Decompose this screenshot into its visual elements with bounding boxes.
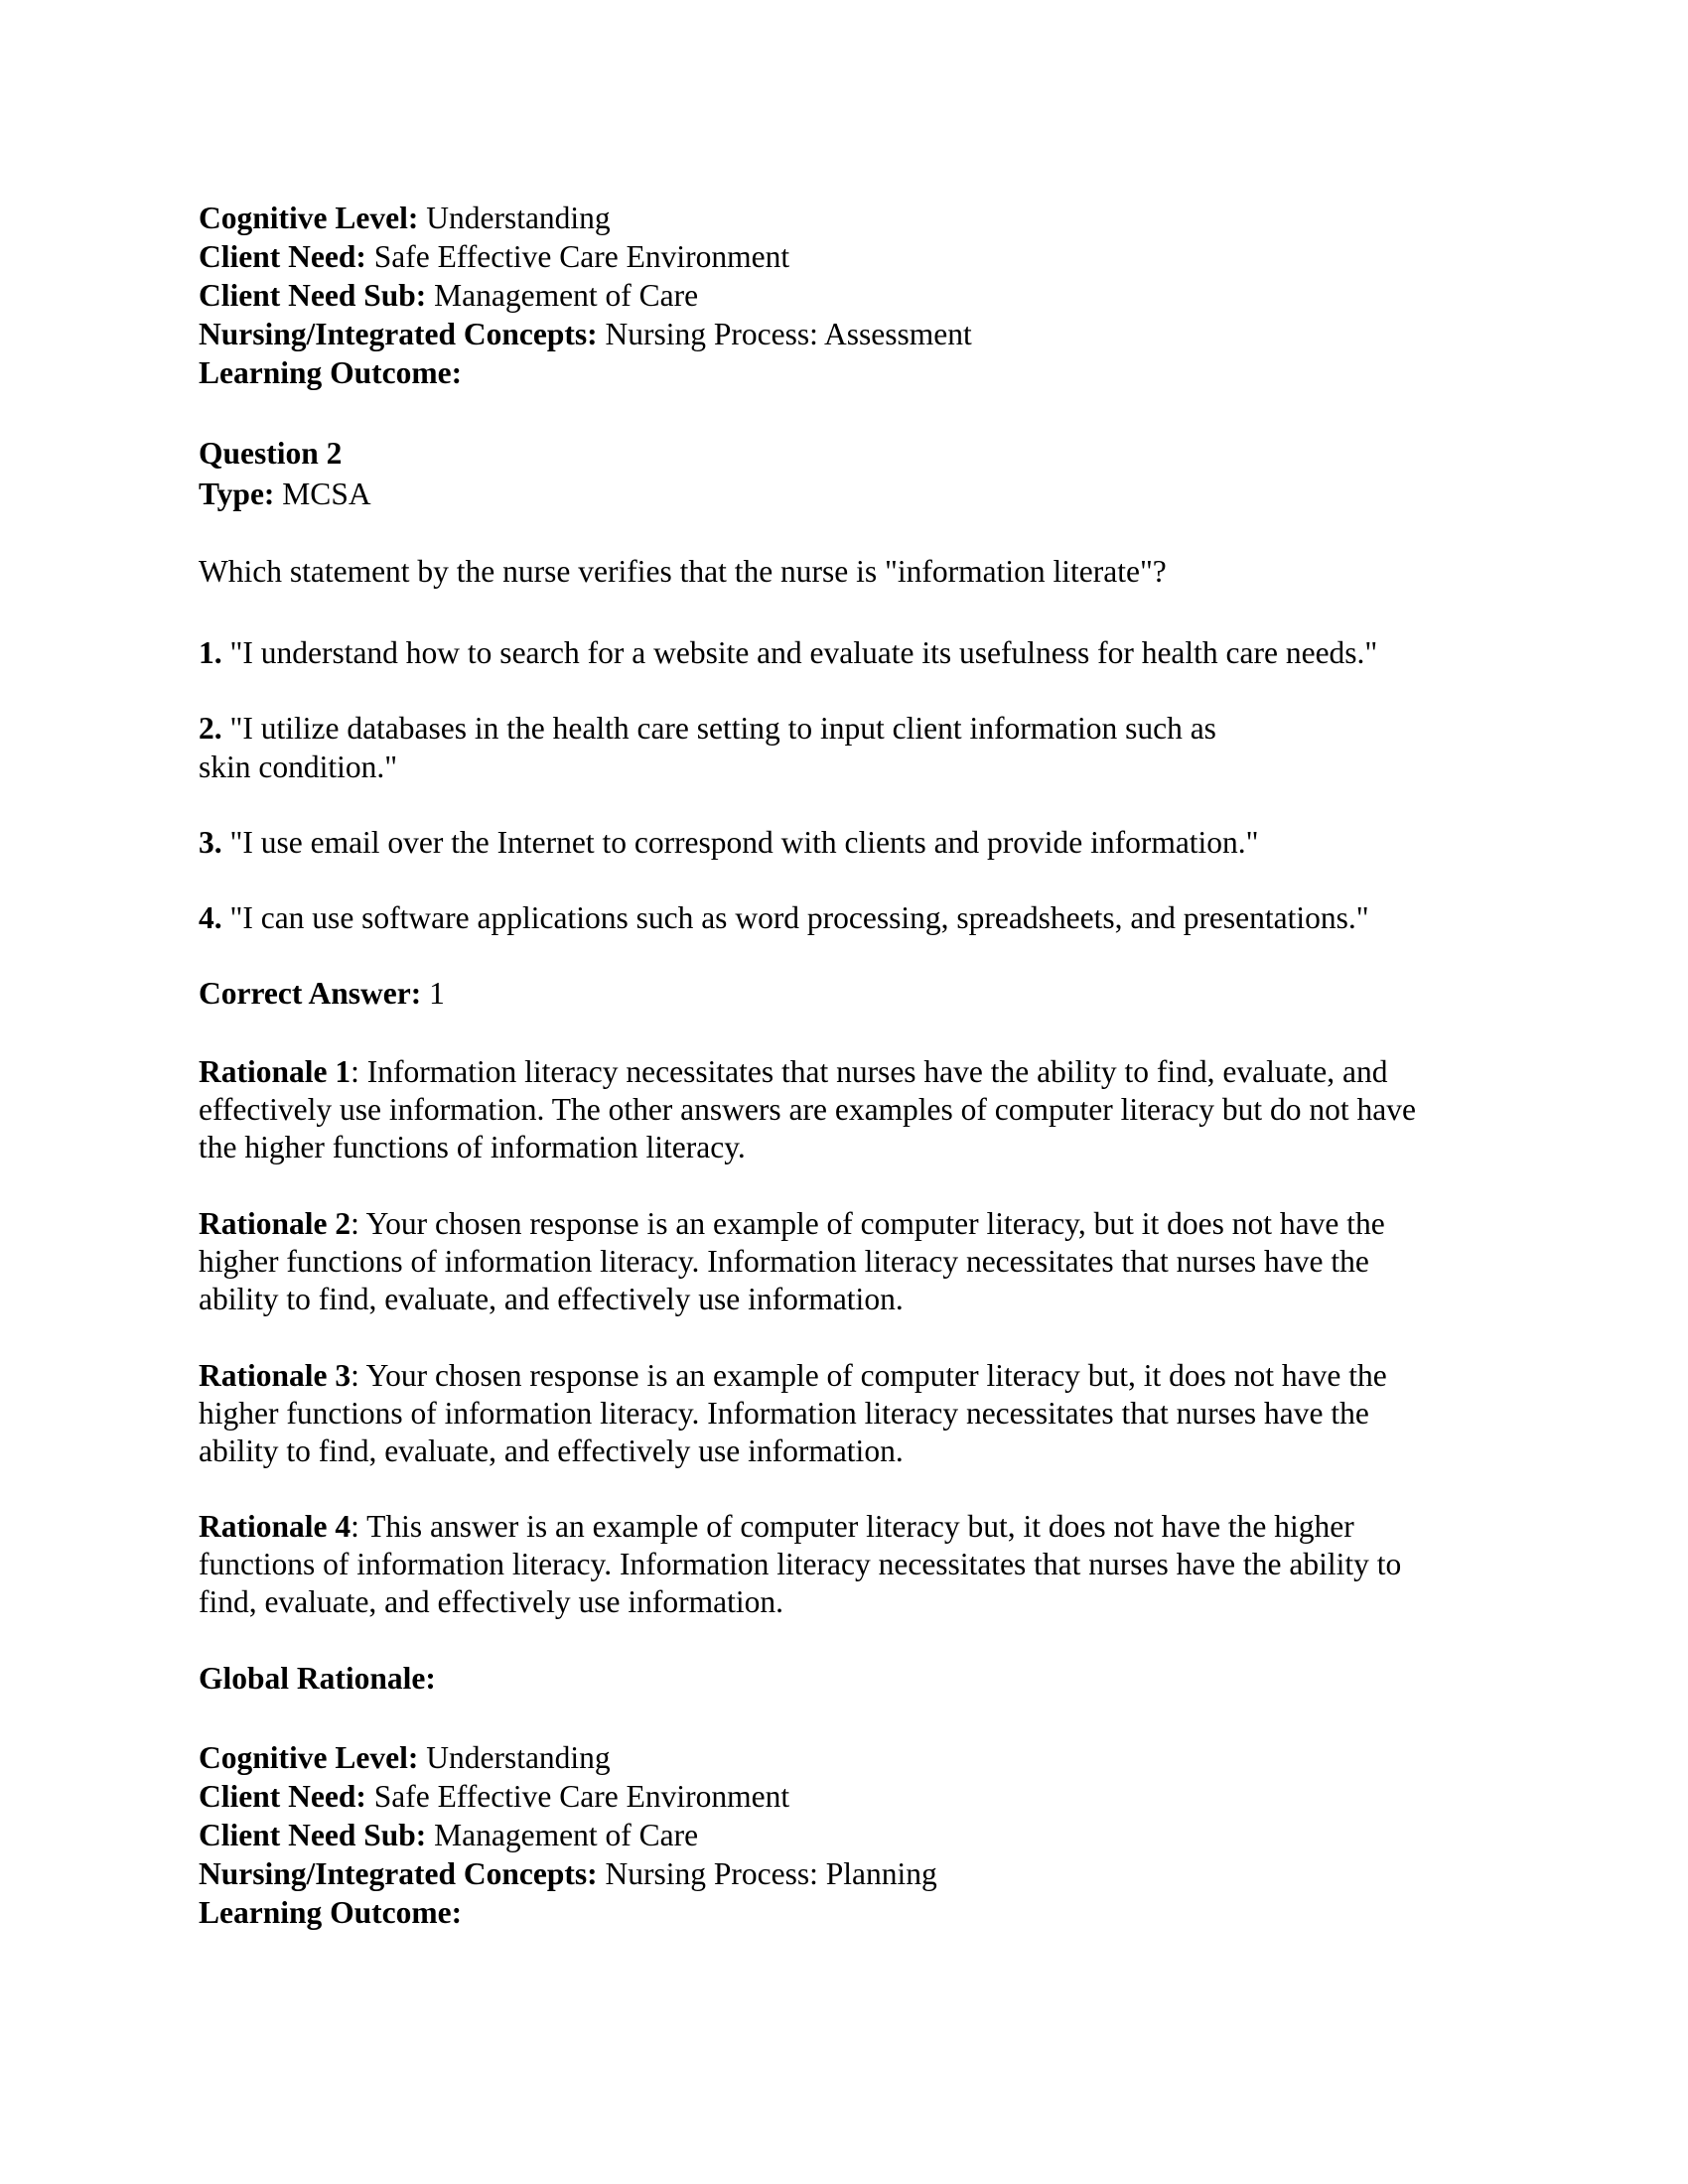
cognitive-level-row <box>199 199 611 237</box>
answer-option-4 <box>199 898 1369 937</box>
question-type-row <box>199 475 371 513</box>
answer-option-1 <box>199 633 1377 672</box>
nursing-concepts-value: Nursing Process: Planning <box>605 1856 937 1891</box>
option-number: 2. <box>199 711 222 746</box>
rationale-text: : Information literacy necessitates that nurses have the ability to find, evaluate, and <box>351 1054 1388 1089</box>
rationale-text: ability to find, evaluate, and effectively use information. <box>199 1282 904 1316</box>
client-need-sub-row <box>199 1816 698 1854</box>
nursing-concepts-label: Nursing/Integrated Concepts: <box>199 317 598 351</box>
rationale-label: Rationale 2 <box>199 1206 352 1241</box>
learning-outcome-row <box>199 1893 462 1932</box>
correct-answer-value: 1 <box>429 976 445 1011</box>
option-number: 1. <box>199 635 222 670</box>
learning-outcome-label: Learning Outcome: <box>199 1895 463 1930</box>
rationale-text: functions of information literacy. Information literacy necessitates that nurses have the ability to <box>199 1547 1402 1581</box>
learning-outcome-label: Learning Outcome: <box>199 355 463 390</box>
nursing-concepts-row <box>199 1854 937 1893</box>
correct-answer-label: Correct Answer: <box>199 976 422 1011</box>
client-need-value: Safe Effective Care Environment <box>373 1779 790 1814</box>
rationale-label: Rationale 3 <box>199 1358 352 1393</box>
client-need-value: Safe Effective Care Environment <box>373 239 790 274</box>
question-type-label: Type: <box>199 477 275 511</box>
client-need-row <box>199 237 789 276</box>
question-stem: Which statement by the nurse verifies that the nurse is "information literate"? <box>199 554 1167 589</box>
option-number: 4. <box>199 900 222 935</box>
rationale-label: Rationale 1 <box>199 1054 352 1089</box>
question-title <box>199 434 342 473</box>
rationale-text: the higher functions of information literacy. <box>199 1130 746 1164</box>
global-rationale-label: Global Rationale: <box>199 1661 436 1696</box>
option-text: "I can use software applications such as word processing, spreadsheets, and presentations." <box>229 900 1369 935</box>
client-need-row <box>199 1777 789 1816</box>
rationale-text: ability to find, evaluate, and effectively use information. <box>199 1433 904 1468</box>
client-need-sub-row <box>199 276 698 315</box>
nursing-concepts-row <box>199 315 972 353</box>
question-title-text: Question 2 <box>199 436 343 471</box>
client-need-sub-value: Management of Care <box>434 1818 699 1852</box>
client-need-sub-value: Management of Care <box>434 278 699 313</box>
nursing-concepts-label: Nursing/Integrated Concepts: <box>199 1856 598 1891</box>
answer-option-2 <box>199 709 1216 748</box>
rationale-text: effectively use information. The other answers are examples of computer literacy but do not have <box>199 1092 1417 1127</box>
answer-option-2-continued: skin condition." <box>199 750 398 784</box>
option-number: 3. <box>199 825 222 860</box>
option-text: "I use email over the Internet to correspond with clients and provide information." <box>229 825 1259 860</box>
client-need-label: Client Need: <box>199 1779 366 1814</box>
rationale-text: higher functions of information literacy. Information literacy necessitates that nurses have the <box>199 1244 1369 1279</box>
question-type-value: MCSA <box>282 477 371 511</box>
learning-outcome-row <box>199 353 462 392</box>
rationale-text: find, evaluate, and effectively use information. <box>199 1584 783 1619</box>
client-need-label: Client Need: <box>199 239 366 274</box>
rationale-text: higher functions of information literacy. Information literacy necessitates that nurses have the <box>199 1396 1369 1431</box>
rationale-text: : Your chosen response is an example of computer literacy but, it does not have the <box>351 1358 1387 1393</box>
cognitive-level-label: Cognitive Level: <box>199 201 419 235</box>
rationale-text: : Your chosen response is an example of computer literacy, but it does not have the <box>351 1206 1385 1241</box>
cognitive-level-label: Cognitive Level: <box>199 1740 419 1775</box>
cognitive-level-value: Understanding <box>426 201 611 235</box>
cognitive-level-value: Understanding <box>426 1740 611 1775</box>
option-text: "I utilize databases in the health care setting to input client information such as <box>229 711 1216 746</box>
client-need-sub-label: Client Need Sub: <box>199 1818 427 1852</box>
correct-answer-row <box>199 974 445 1013</box>
cognitive-level-row <box>199 1738 611 1777</box>
answer-option-3 <box>199 823 1259 862</box>
option-text: "I understand how to search for a website and evaluate its usefulness for health care needs." <box>229 635 1378 670</box>
global-rationale-heading <box>199 1659 436 1698</box>
rationale-text: : This answer is an example of computer literacy but, it does not have the higher <box>351 1509 1354 1544</box>
nursing-concepts-value: Nursing Process: Assessment <box>605 317 972 351</box>
client-need-sub-label: Client Need Sub: <box>199 278 427 313</box>
rationale-label: Rationale 4 <box>199 1509 352 1544</box>
